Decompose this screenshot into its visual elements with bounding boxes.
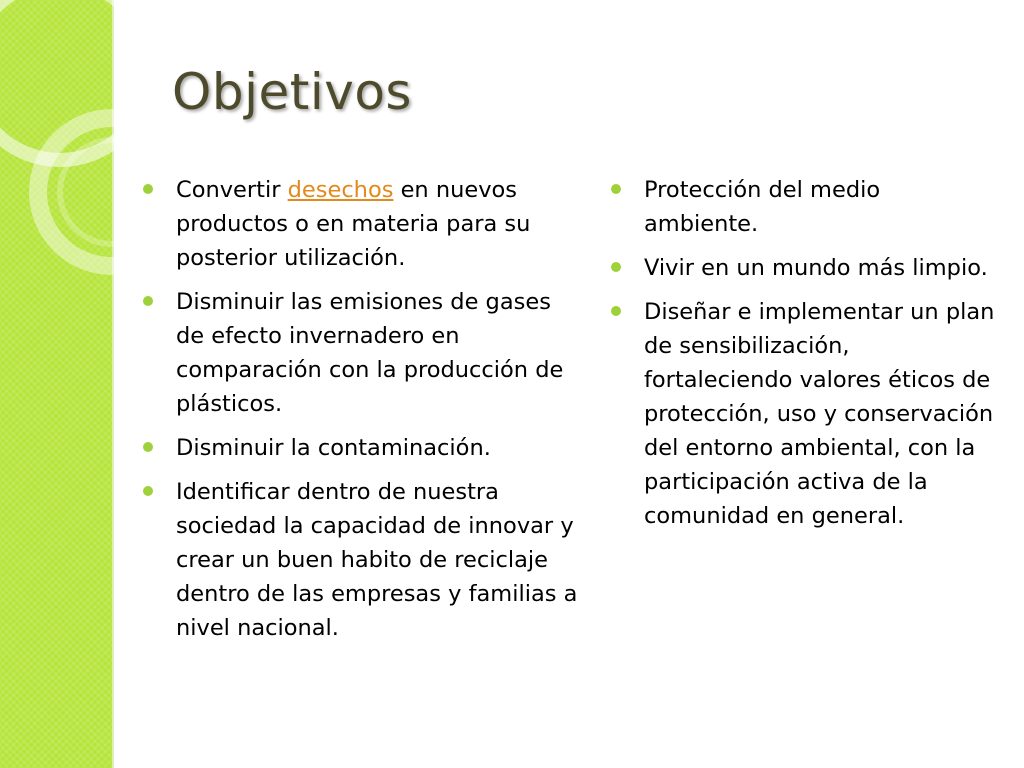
bullet-icon: [611, 184, 621, 194]
list-item: [611, 251, 996, 285]
list-item: [611, 173, 996, 241]
item-text-suffix: en nuevos productos o en materia para su posterior utilización.: [176, 177, 531, 271]
item-text: Disminuir las emisiones de gases de efecto invernadero en comparación con la producción de plásticos.: [176, 289, 564, 417]
item-text: Vivir en un mundo más limpio.: [644, 255, 988, 281]
bullet-icon: [143, 486, 153, 496]
slide-title: Objetivos: [172, 63, 412, 121]
item-text: Disminuir la contaminación.: [176, 435, 491, 461]
list-item: [143, 173, 583, 275]
list-item: [143, 475, 583, 645]
list-item: [143, 431, 583, 465]
bullet-icon: [143, 442, 153, 452]
bullet-icon: [143, 184, 153, 194]
desechos-link[interactable]: desechos: [287, 177, 394, 203]
list-item: [611, 295, 996, 533]
item-text: Identificar dentro de nuestra sociedad la capacidad de innovar y crear un buen habito de reciclaje dentro de las empresas y familias a nivel nacional.: [176, 479, 578, 641]
item-text: Protección del medio ambiente.: [644, 177, 881, 237]
bullet-icon: [611, 306, 621, 316]
item-text: Diseñar e implementar un plan de sensibilización, fortaleciendo valores éticos de protección, uso y conservación del entorno ambiental, con la participación activa de la comunidad en general.: [644, 299, 995, 529]
left-bullet-list: [143, 173, 583, 655]
list-item: [143, 285, 583, 421]
bullet-icon: [143, 296, 153, 306]
right-bullet-list: [611, 173, 996, 543]
item-text-prefix: Convertir: [176, 177, 288, 203]
bullet-icon: [611, 262, 621, 272]
